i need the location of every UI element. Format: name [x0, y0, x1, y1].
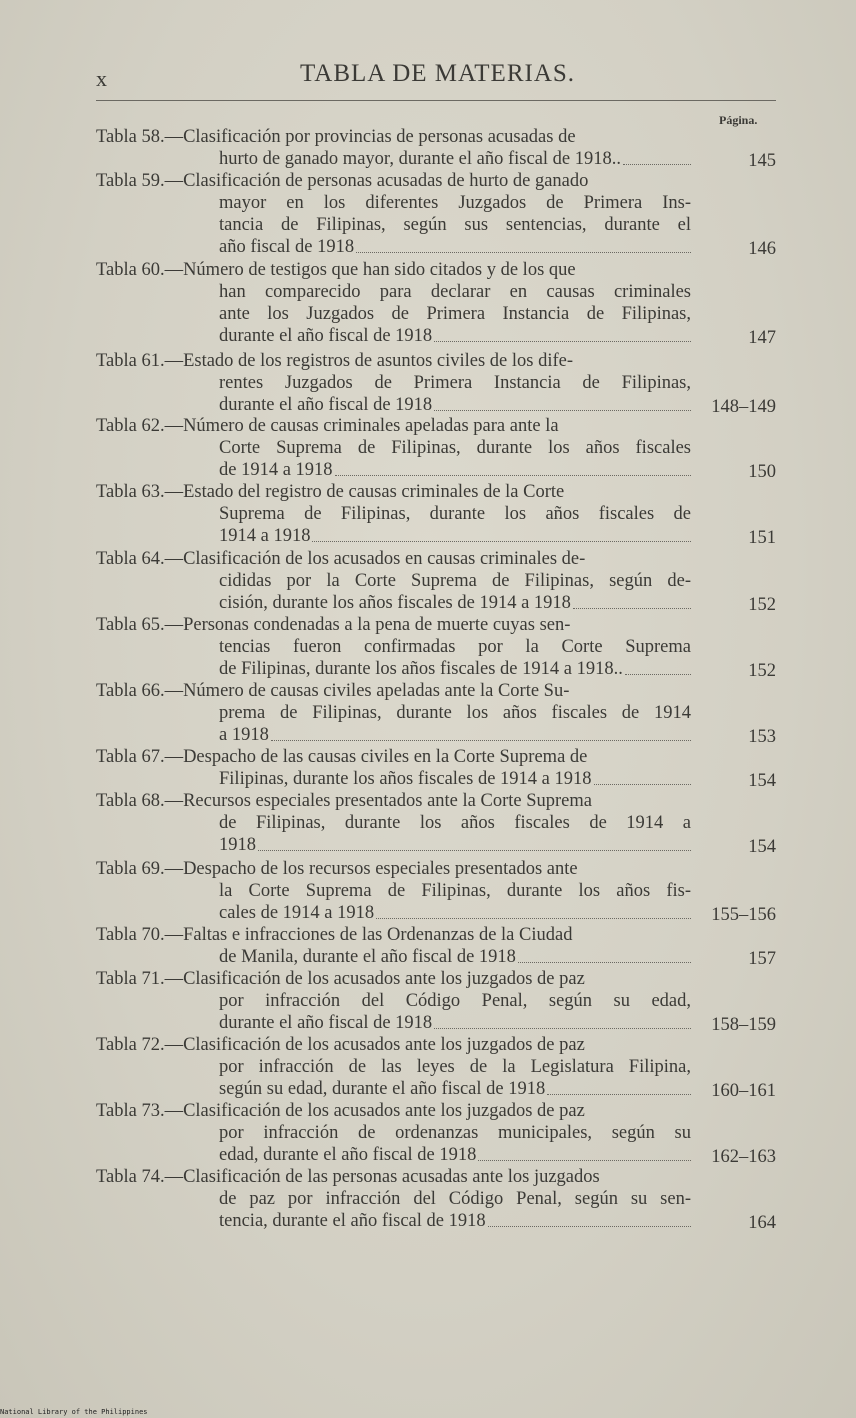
- toc-entry-body: [219, 768, 691, 790]
- toc-entry-line: han comparecido para declarar en causas criminales: [219, 282, 691, 302]
- toc-entry-line: de Filipinas, durante los años fiscales de 1914 a: [219, 813, 691, 833]
- toc-entry-page: 152: [748, 595, 776, 615]
- toc-entry-body: [219, 946, 691, 968]
- toc-entry: [96, 790, 776, 856]
- toc-entry-page: 152: [748, 661, 776, 681]
- toc-entry-page: 154: [748, 771, 776, 791]
- toc-entry-page: 153: [748, 727, 776, 747]
- toc-entry-body: [219, 1056, 691, 1100]
- toc-entry: [96, 746, 776, 790]
- toc-entry-line: la Corte Suprema de Filipinas, durante los años fis-: [219, 881, 691, 901]
- toc-entry-line: [219, 658, 691, 680]
- toc-entry-line-text: edad, durante el año fiscal de 1918: [219, 1145, 477, 1165]
- toc-entry: [96, 170, 776, 258]
- toc-entry: [96, 680, 776, 746]
- toc-entry-page: 150: [748, 462, 776, 482]
- dot-leader: [335, 475, 691, 476]
- toc-entry: [96, 614, 776, 680]
- toc-entry-title: Tabla 74.—Clasificación de las personas acusadas ante los juzgados: [96, 1167, 600, 1187]
- toc-entry: [96, 1100, 776, 1166]
- toc-entry-title: Tabla 73.—Clasificación de los acusados ante los juzgados de paz: [96, 1101, 585, 1121]
- dot-leader: [312, 541, 691, 542]
- toc-entry: [96, 415, 776, 481]
- dot-leader: [625, 674, 691, 675]
- toc-entry-line: por infracción de las leyes de la Legislatura Filipina,: [219, 1057, 691, 1077]
- toc-entry-line-text: según su edad, durante el año fiscal de 1918: [219, 1079, 546, 1099]
- toc-entry-page: 146: [748, 239, 776, 259]
- toc-entry-line-text: hurto de ganado mayor, durante el año fiscal de 1918..: [219, 149, 622, 169]
- page-title: TABLA DE MATERIAS.: [300, 60, 576, 87]
- toc-entry: [96, 968, 776, 1034]
- toc-entry-page: 147: [748, 328, 776, 348]
- toc-entry-line: tancia de Filipinas, según sus sentencias, durante el: [219, 215, 691, 235]
- toc-entry-line: [219, 1144, 691, 1166]
- toc-entry: [96, 126, 776, 170]
- toc-entry-line: [219, 1012, 691, 1034]
- toc-entry-title: Tabla 65.—Personas condenadas a la pena de muerte cuyas sen-: [96, 615, 571, 635]
- toc-entry-title: Tabla 72.—Clasificación de los acusados ante los juzgados de paz: [96, 1035, 585, 1055]
- toc-entry-line-text: 1918: [219, 835, 256, 855]
- toc-entry: [96, 259, 776, 347]
- toc-entry: [96, 1166, 776, 1232]
- toc-entry-body: [219, 812, 691, 856]
- toc-entry-line: [219, 1210, 691, 1232]
- toc-entry-body: [219, 880, 691, 924]
- toc-entry-body: [219, 570, 691, 614]
- toc-entry-line: [219, 946, 691, 968]
- toc-entry: [96, 548, 776, 614]
- toc-entry-page: 148–149: [711, 397, 776, 417]
- toc-entry-title: Tabla 69.—Despacho de los recursos especiales presentados ante: [96, 859, 578, 879]
- toc-entry-line: cididas por la Corte Suprema de Filipinas, según de-: [219, 571, 691, 591]
- dot-leader: [623, 164, 691, 165]
- toc-entry-page: 154: [748, 837, 776, 857]
- toc-entry-line-text: tencia, durante el año fiscal de 1918: [219, 1211, 486, 1231]
- dot-leader: [573, 608, 691, 609]
- dot-leader: [258, 850, 691, 851]
- toc-entry-line: por infracción de ordenanzas municipales, según su: [219, 1123, 691, 1143]
- toc-entry-line: [219, 394, 691, 416]
- toc-entry-line: por infracción del Código Penal, según su edad,: [219, 991, 691, 1011]
- toc-entry-body: [219, 1122, 691, 1166]
- toc-entry-line: [219, 1078, 691, 1100]
- toc-entry-body: [219, 636, 691, 680]
- page-number: x: [96, 66, 108, 91]
- toc-entry-title: Tabla 63.—Estado del registro de causas criminales de la Corte: [96, 482, 565, 502]
- toc-entry-body: [219, 437, 691, 481]
- toc-entry-line: Corte Suprema de Filipinas, durante los años fiscales: [219, 438, 691, 458]
- dot-leader: [547, 1094, 691, 1095]
- toc-entry: [96, 924, 776, 968]
- toc-entry-line-text: de Manila, durante el año fiscal de 1918: [219, 947, 516, 967]
- toc-entry-page: 145: [748, 151, 776, 171]
- toc-entry-title: Tabla 71.—Clasificación de los acusados ante los juzgados de paz: [96, 969, 585, 989]
- toc-entry-body: [219, 372, 691, 416]
- toc-entry-title: Tabla 68.—Recursos especiales presentados ante la Corte Suprema: [96, 791, 592, 811]
- toc-entry-body: [219, 990, 691, 1034]
- page-header: [96, 60, 776, 100]
- dot-leader: [356, 252, 691, 253]
- toc-entry-line-text: año fiscal de 1918: [219, 237, 355, 257]
- dot-leader: [478, 1160, 691, 1161]
- toc-entry-body: [219, 192, 691, 258]
- toc-entry-line-text: durante el año fiscal de 1918: [219, 1013, 433, 1033]
- toc-entry-line-text: Filipinas, durante los años fiscales de 1914 a 1918: [219, 769, 592, 789]
- toc-entry-title: Tabla 61.—Estado de los registros de asuntos civiles de los dife-: [96, 351, 574, 371]
- toc-entry: [96, 858, 776, 924]
- toc-entry-line-text: cisión, durante los años fiscales de 1914 a 1918: [219, 593, 571, 613]
- dot-leader: [518, 962, 691, 963]
- toc-entry-body: [219, 503, 691, 547]
- toc-entry-body: [219, 1188, 691, 1232]
- toc-entry-line-text: 1914 a 1918: [219, 526, 311, 546]
- toc-entry-line-text: durante el año fiscal de 1918: [219, 326, 433, 346]
- toc-entry-line: [219, 236, 691, 258]
- toc-entry-line: [219, 724, 691, 746]
- toc-entry-page: 155–156: [711, 905, 776, 925]
- toc-entry-body: [219, 148, 691, 170]
- dot-leader: [594, 784, 691, 785]
- dot-leader: [488, 1226, 691, 1227]
- toc-entry-line: [219, 525, 691, 547]
- toc-entry-title: Tabla 60.—Número de testigos que han sido citados y de los que: [96, 260, 576, 280]
- toc-entry-line: [219, 148, 691, 170]
- toc-entry-line: tencias fueron confirmadas por la Corte Suprema: [219, 637, 691, 657]
- library-credit: National Library of the Philippines: [0, 1408, 148, 1416]
- dot-leader: [376, 918, 691, 919]
- toc-entry-page: 164: [748, 1213, 776, 1233]
- dot-leader: [434, 1028, 691, 1029]
- toc-entry-line: [219, 459, 691, 481]
- dot-leader: [434, 410, 691, 411]
- dot-leader: [434, 341, 691, 342]
- dot-leader: [271, 740, 691, 741]
- toc-entry-page: 162–163: [711, 1147, 776, 1167]
- toc-entry-line-text: de 1914 a 1918: [219, 460, 333, 480]
- toc-entry-title: Tabla 59.—Clasificación de personas acusadas de hurto de ganado: [96, 171, 589, 191]
- toc-entry-line: ante los Juzgados de Primera Instancia de Filipinas,: [219, 304, 691, 324]
- toc-entry: [96, 1034, 776, 1100]
- toc-entry: [96, 350, 776, 416]
- toc-entry-line: mayor en los diferentes Juzgados de Primera Ins-: [219, 193, 691, 213]
- toc-entry-page: 160–161: [711, 1081, 776, 1101]
- toc-entry-line: Suprema de Filipinas, durante los años fiscales de: [219, 504, 691, 524]
- toc-entry-page: 158–159: [711, 1015, 776, 1035]
- toc-entry-line: rentes Juzgados de Primera Instancia de Filipinas,: [219, 373, 691, 393]
- toc-entry-title: Tabla 58.—Clasificación por provincias de personas acusadas de: [96, 127, 576, 147]
- toc-entry-body: [219, 702, 691, 746]
- toc-entry-title: Tabla 70.—Faltas e infracciones de las Ordenanzas de la Ciudad: [96, 925, 573, 945]
- toc-entry-line-text: de Filipinas, durante los años fiscales de 1914 a 1918..: [219, 659, 623, 679]
- toc-entry-page: 151: [748, 528, 776, 548]
- toc-entry-body: [219, 281, 691, 347]
- header-rule: [96, 100, 776, 101]
- toc-entry-line: de paz por infracción del Código Penal, según su sen-: [219, 1189, 691, 1209]
- toc-entry-title: Tabla 64.—Clasificación de los acusados en causas criminales de-: [96, 549, 586, 569]
- toc-entry-title: Tabla 62.—Número de causas criminales apeladas para ante la: [96, 416, 559, 436]
- toc-entry-line-text: a 1918: [219, 725, 269, 745]
- toc-entry-line: [219, 834, 691, 856]
- toc-entry-title: Tabla 67.—Despacho de las causas civiles en la Corte Suprema de: [96, 747, 588, 767]
- toc-entry: [96, 481, 776, 547]
- page-column-label: Página.: [719, 113, 758, 127]
- toc-entry-line-text: cales de 1914 a 1918: [219, 903, 375, 923]
- toc-entry-line-text: durante el año fiscal de 1918: [219, 395, 433, 415]
- toc-entry-line: [219, 592, 691, 614]
- toc-entry-line: [219, 902, 691, 924]
- toc-entry-line: prema de Filipinas, durante los años fiscales de 1914: [219, 703, 691, 723]
- toc-entry-title: Tabla 66.—Número de causas civiles apeladas ante la Corte Su-: [96, 681, 570, 701]
- toc-entry-page: 157: [748, 949, 776, 969]
- toc-entry-line: [219, 325, 691, 347]
- toc-entry-line: [219, 768, 691, 790]
